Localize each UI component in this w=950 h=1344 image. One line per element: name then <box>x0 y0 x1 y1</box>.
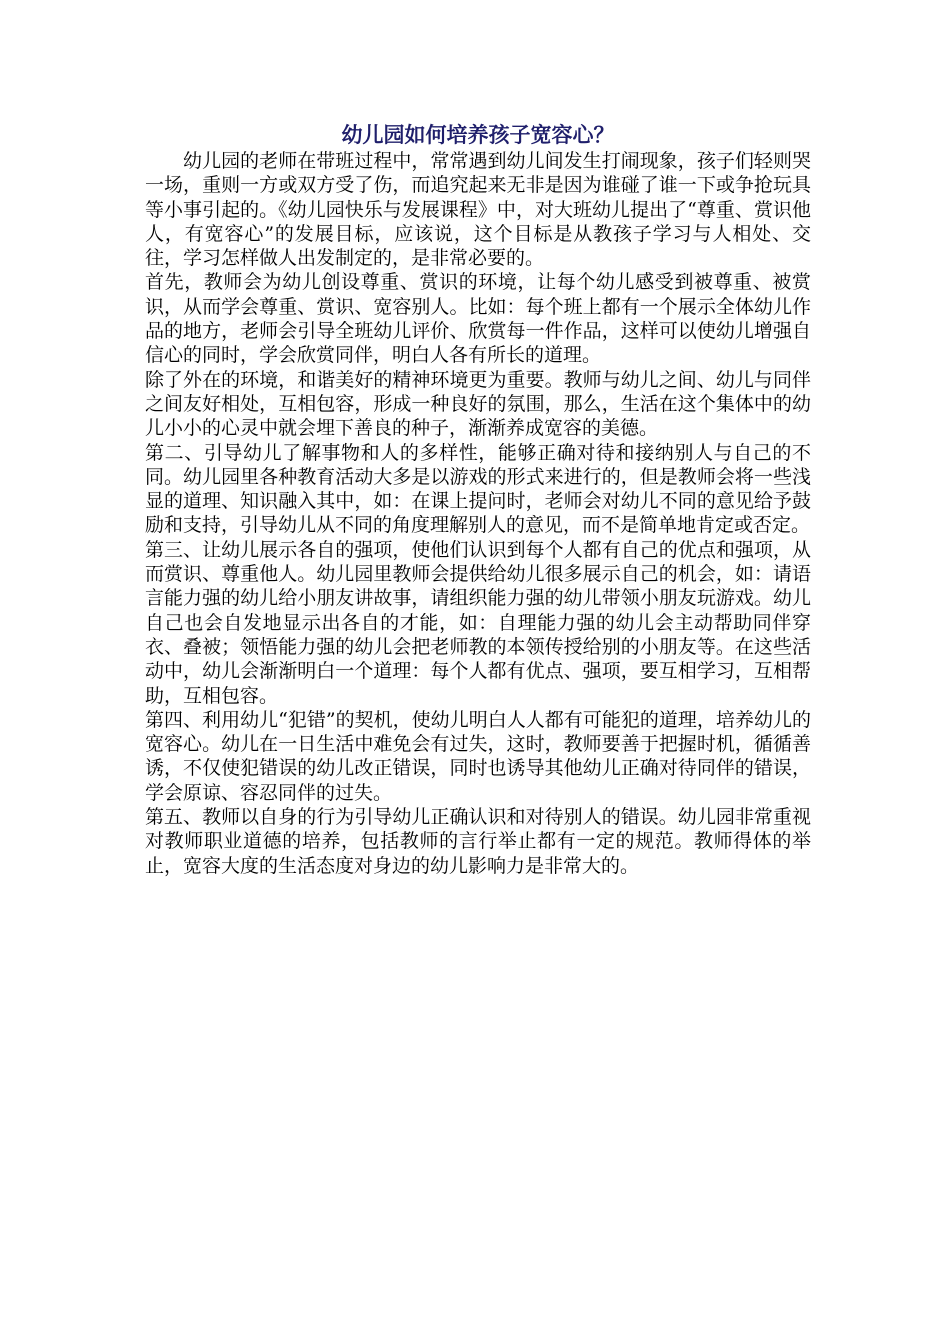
paragraph-spiritual-environment: 除了外在的环境，和谐美好的精神环境更为重要。教师与幼儿之间、幼儿与同伴之间友好相处，互相包容，形成一种良好的氛围，那么，生活在这个集体中的幼儿小小的心灵中就会埋下善良的种子，渐渐养成宽容的美德。 <box>145 368 811 440</box>
paragraph-fourth-point: 第四、利用幼儿“犯错”的契机，使幼儿明白人人都有可能犯的道理，培养幼儿的宽容心。幼儿在一日生活中难免会有过失，这时，教师要善于把握时机，循循善诱，不仅使犯错误的幼儿改正错误，同时也诱导其他幼儿正确对待同伴的错误，学会原谅、容忍同伴的过失。 <box>145 708 811 804</box>
paragraph-first-point: 首先，教师会为幼儿创设尊重、赏识的环境，让每个幼儿感受到被尊重、被赏识，从而学会尊重、赏识、宽容别人。比如：每个班上都有一个展示全体幼儿作品的地方，老师会引导全班幼儿评价、欣赏每一件作品，这样可以使幼儿增强自信心的同时，学会欣赏同伴，明白人各有所长的道理。 <box>145 271 811 367</box>
paragraph-fifth-point: 第五、教师以自身的行为引导幼儿正确认识和对待别人的错误。幼儿园非常重视对教师职业道德的培养，包括教师的言行举止都有一定的规范。教师得体的举止，宽容大度的生活态度对身边的幼儿影响力是非常大的。 <box>145 806 811 877</box>
paragraph-intro: 幼儿园的老师在带班过程中，常常遇到幼儿间发生打闹现象，孩子们轻则哭一场，重则一方或双方受了伤，而追究起来无非是因为谁碰了谁一下或争抢玩具等小事引起的。《幼儿园快乐与发展课程》中，对大班幼儿提出了“尊重、赏识他人，有宽容心”的发展目标，应该说，这个目标是从教孩子学习与人相处、交往，学习怎样做人出发制定的，是非常必要的。 <box>145 150 811 270</box>
document-title: 幼儿园如何培养孩子宽容心？ <box>341 122 615 147</box>
paragraph-second-point: 第二、引导幼儿了解事物和人的多样性，能够正确对待和接纳别人与自己的不同。幼儿园里各种教育活动大多是以游戏的形式来进行的，但是教师会将一些浅显的道理、知识融入其中，如：在课上提问时，老师会对幼儿不同的意见给予鼓励和支持，引导幼儿从不同的角度理解别人的意见，而不是简单地肯定或否定。 <box>145 441 811 537</box>
document-body <box>145 121 811 878</box>
paragraph-third-point: 第三、让幼儿展示各自的强项，使他们认识到每个人都有自己的优点和强项，从而赏识、尊重他人。幼儿园里教师会提供给幼儿很多展示自己的机会，如：请语言能力强的幼儿给小朋友讲故事，请组织能力强的幼儿带领小朋友玩游戏。幼儿自己也会自发地显示出各自的才能，如：自理能力强的幼儿会主动帮助同伴穿衣、叠被；领悟能力强的幼儿会把老师教的本领传授给别的小朋友等。在这些活动中，幼儿会渐渐明白一个道理：每个人都有优点、强项，要互相学习，互相帮助，互相包容。 <box>145 538 811 707</box>
